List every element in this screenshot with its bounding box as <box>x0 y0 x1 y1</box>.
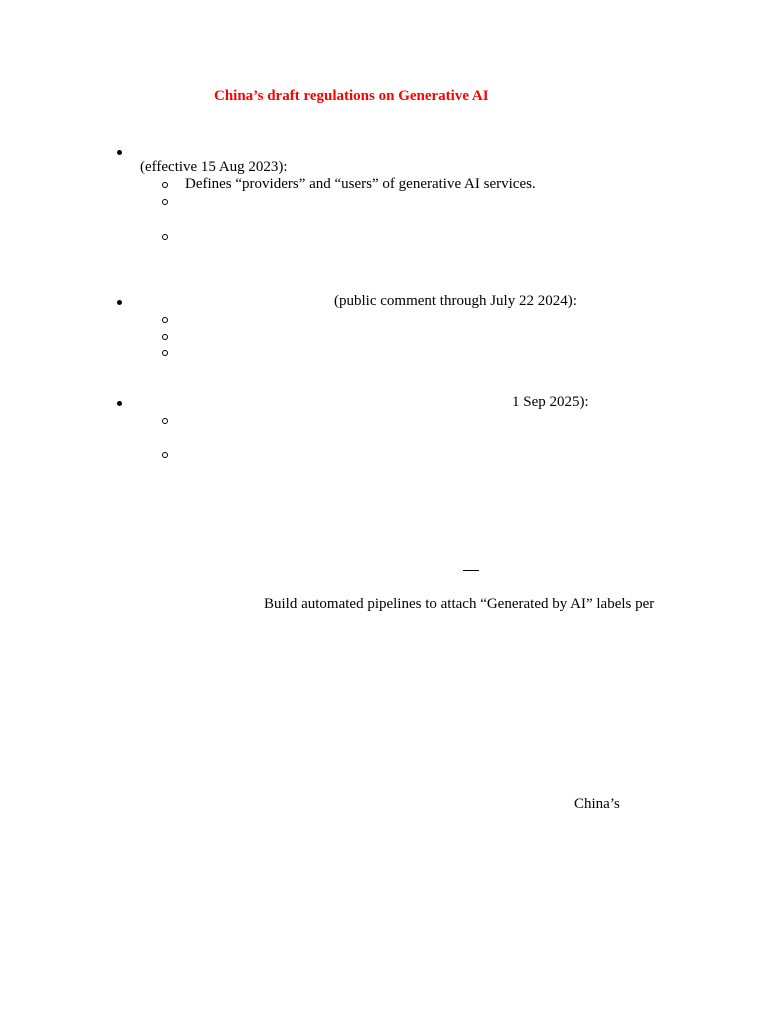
bullet-marker <box>117 150 122 155</box>
bullet-marker <box>117 401 122 406</box>
sub-bullet-marker <box>162 452 168 458</box>
sub-bullet-marker <box>162 317 168 323</box>
document-title: China’s draft regulations on Generative AI <box>214 88 489 104</box>
sub-bullet-marker <box>162 199 168 205</box>
sub-bullet-marker <box>162 334 168 340</box>
em-dash <box>463 570 479 571</box>
section-1-item-1: Defines “providers” and “users” of generative AI services. <box>185 176 536 192</box>
pipeline-text: Build automated pipelines to attach “Generated by AI” labels per <box>264 596 655 612</box>
sub-bullet-marker <box>162 234 168 240</box>
bullet-marker <box>117 300 122 305</box>
sub-bullet-marker <box>162 418 168 424</box>
china-possessive-text: China’s <box>574 796 620 812</box>
section-1-lead: (effective 15 Aug 2023): <box>140 159 288 175</box>
sub-bullet-marker <box>162 350 168 356</box>
section-2-lead: (public comment through July 22 2024): <box>334 293 577 309</box>
sub-bullet-marker <box>162 182 168 188</box>
section-3-lead: 1 Sep 2025): <box>512 394 589 410</box>
